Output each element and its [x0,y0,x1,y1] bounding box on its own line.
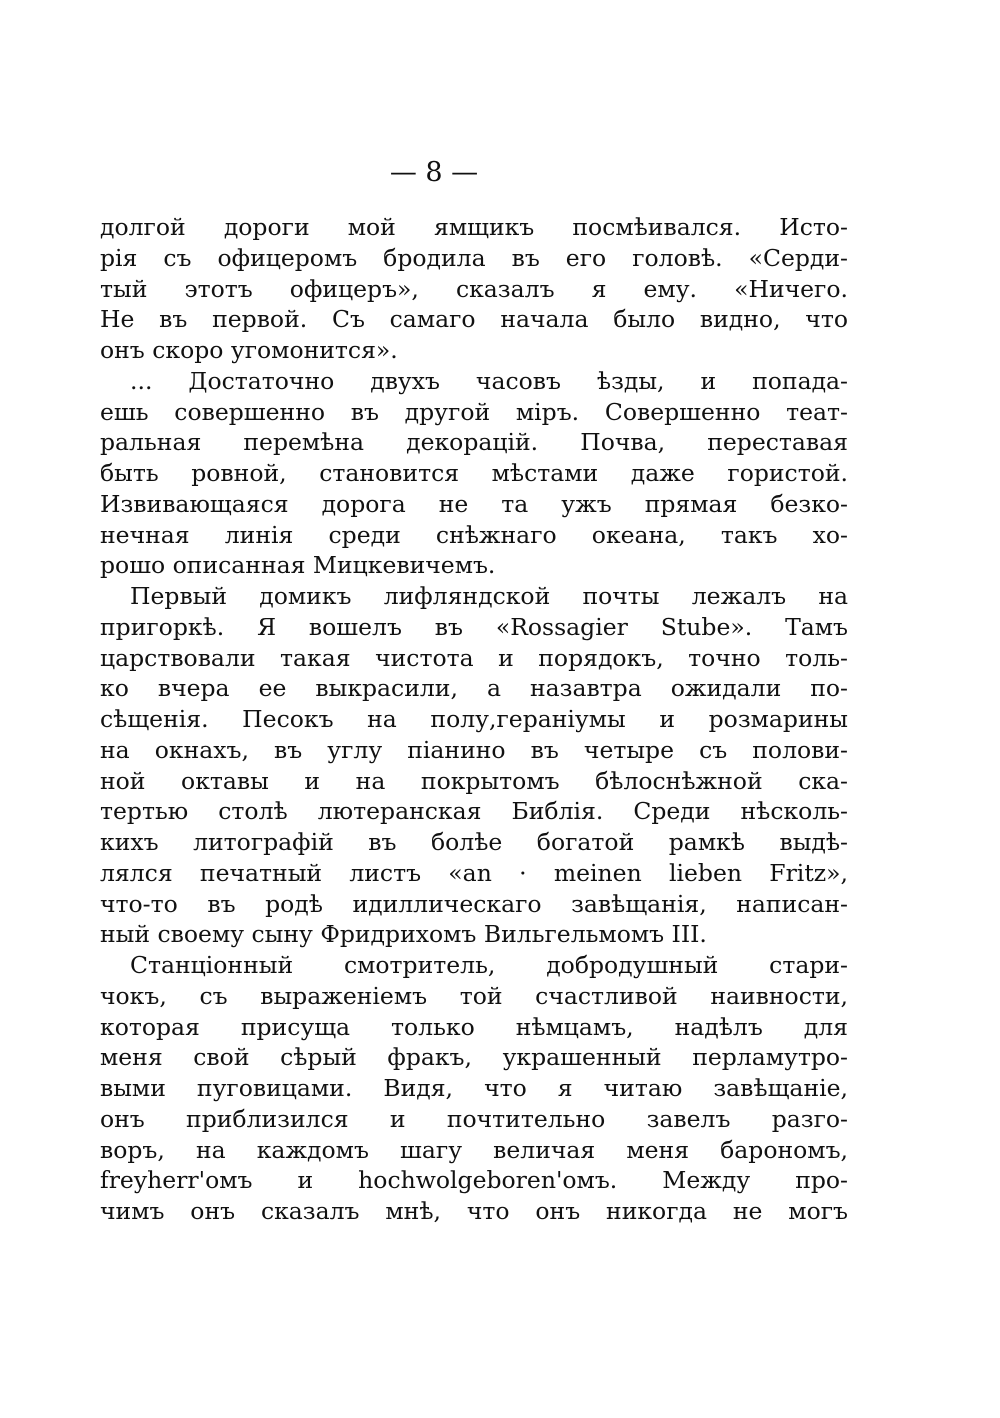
text-line: онъ приблизился и почтительно завелъ разго- [100,1104,848,1133]
text-line: Не въ первой. Съ самаго начала было видно, что [100,305,848,334]
text-line: Первый домикъ лифляндской почты лежалъ на [130,582,848,610]
text-line: ной октавы и на покрытомъ бѣлоснѣжной ска- [100,766,848,795]
text-line: Станціонный смотритель, добродушный стари- [130,951,848,979]
text-line: сѣщенія. Песокъ на полу,гераніумы и розмарины [100,705,848,733]
text-line: нечная линія среди снѣжнаго океана, такъ хо- [100,520,848,549]
text-line: пригоркѣ. Я вошелъ въ «Rossagier Stube». Тамъ [100,612,848,641]
text-line: которая присуща только нѣмцамъ, надѣлъ для [100,1012,848,1041]
text-line: рошо описанная Мицкевичемъ. [100,551,496,580]
text-line: долгой дороги мой ямщикъ посмѣивался. Исто- [100,213,848,241]
page-body [100,212,848,1227]
text-line: Извивающаяся дорога не та ужъ прямая безко- [100,489,848,518]
text-line: меня свой сѣрый фракъ, украшенный перламутро- [100,1043,848,1072]
text-line: воръ, на каждомъ шагу величая меня барономъ, [100,1135,848,1164]
text-line: freyherr'омъ и hochwolgeboren'омъ. Между про- [100,1166,848,1195]
text-line: чимъ онъ сказалъ мнѣ, что онъ никогда не могъ [100,1197,848,1225]
text-line: онъ скоро угомонится». [100,336,398,364]
text-line: быть ровной, становится мѣстами даже гористой. [100,459,848,487]
text-line: ко вчера ее выкрасили, а назавтра ожидали по- [100,674,848,703]
text-line: выми пуговицами. Видя, что я читаю завѣщаніе, [100,1074,848,1102]
page-number: — 8 — [389,157,479,188]
text-line: ... Достаточно двухъ часовъ ѣзды, и попада- [130,366,848,395]
text-line: ешь совершенно въ другой міръ. Совершенно теат- [100,397,848,426]
text-line: тый этотъ офицеръ», сказалъ я ему. «Ничего. [100,274,848,303]
text-line: на окнахъ, въ углу піанино въ четыре съ полови- [100,735,848,764]
text-line: кихъ литографій въ болѣе богатой рамкѣ выдѣ- [100,828,848,856]
text-line: что-то въ родѣ идиллическаго завѣщанія, написан- [100,889,848,918]
text-line: чокъ, съ выраженіемъ той счастливой наивности, [100,981,848,1010]
text-line: рія съ офицеромъ бродила въ его головѣ. «Серди- [100,243,848,272]
text-line: тертью столѣ лютеранская Библія. Среди нѣсколь- [100,797,848,826]
text-line: лялся печатный листъ «an · meinen lieben Fritz», [100,858,848,887]
text-line: ральная перемѣна декорацій. Почва, переставая [100,428,848,457]
text-line: царствовали такая чистота и порядокъ, точно толь- [100,643,848,672]
text-line: ный своему сыну Фридрихомъ Вильгельмомъ III. [100,920,707,949]
